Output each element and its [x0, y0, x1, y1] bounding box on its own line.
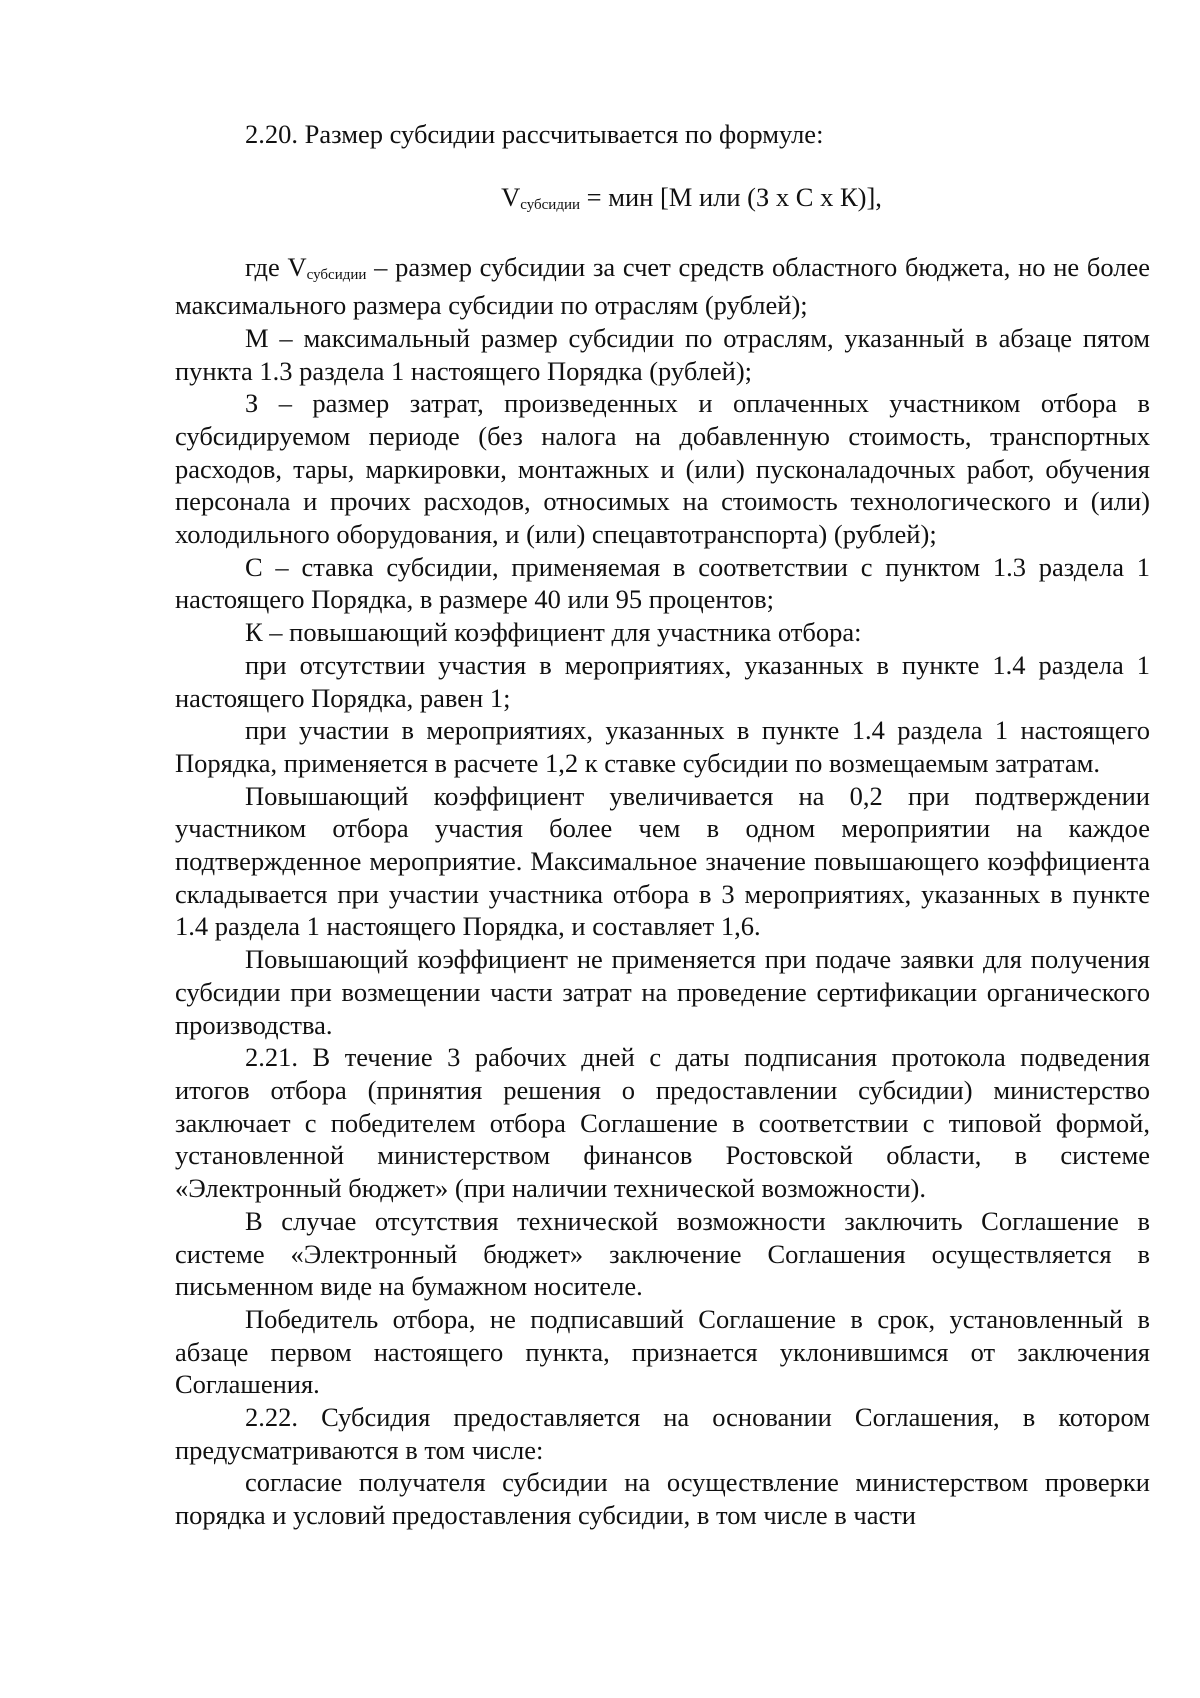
paragraph: К – повышающий коэффициент для участника отбора:	[245, 617, 862, 648]
paragraph: Победитель отбора, не подписавший Соглашение в срок, установленный в абзаце первом настоящего пункта, признается уклонившимся от заключения Соглашения.	[175, 1303, 1150, 1400]
paragraph: согласие получателя субсидии на осуществление министерством проверки порядка и условий предоставления субсидии, в том числе в части	[175, 1467, 1150, 1531]
paragraph: С – ставка субсидии, применяемая в соответствии с пунктом 1.3 раздела 1 настоящего Порядка, в размере 40 или 95 процентов;	[175, 551, 1150, 615]
paragraph: М – максимальный размер субсидии по отраслям, указанный в абзаце пятом пункта 1.3 раздела 1 настоящего Порядка (рублей);	[175, 322, 1150, 386]
definition-v	[175, 251, 1150, 321]
paragraph: Повышающий коэффициент увеличивается на 0,2 при подтверждении участником отбора участия более чем в одном мероприятии на каждое подтвержденное мероприятие. Максимальное значение повышающего коэффициента складывается при участии участника отбора в 3 мероприятиях, указанных в пункте 1.4 раздела 1 настоящего Порядка, и составляет 1,6.	[175, 780, 1150, 942]
paragraph: В случае отсутствия технической возможности заключить Соглашение в системе «Электронный бюджет» заключение Соглашения осуществляется в письменном виде на бумажном носителе.	[175, 1205, 1150, 1302]
paragraph: 2.21. В течение 3 рабочих дней с даты подписания протокола подведения итогов отбора (принятия решения о предоставлении субсидии) министерство заключает с победителем отбора Соглашение в соответствии с типовой формой, установленной министерством финансов Ростовской области, в системе «Электронный бюджет» (при наличии технической возможности).	[175, 1042, 1150, 1204]
intro-paragraph: 2.20. Размер субсидии рассчитывается по формуле:	[245, 119, 824, 149]
paragraph: при отсутствии участия в мероприятиях, указанных в пункте 1.4 раздела 1 настоящего Порядка, равен 1;	[175, 649, 1150, 713]
definition-v-prefix: где V	[245, 252, 307, 283]
paragraph: 2.22. Субсидия предоставляется на основании Соглашения, в котором предусматриваются в том числе:	[175, 1402, 1150, 1465]
paragraph: З – размер затрат, произведенных и оплаченных участником отбора в субсидируемом периоде (без налога на добавленную стоимость, транспортных расходов, тары, маркировки, монтажных и (или) пусконаладочных работ, обучения персонала и прочих расходов, относимых на стоимость технологического и (или) холодильного оборудования, и (или) спецавтотранспорта) (рублей);	[175, 388, 1150, 550]
paragraph: при участии в мероприятиях, указанных в пункте 1.4 раздела 1 настоящего Порядка, применяется в расчете 1,2 к ставке субсидии по возмещаемым затратам.	[175, 715, 1150, 778]
formula-lhs: V	[501, 181, 521, 212]
definition-v-text: – размер субсидии за счет средств областного бюджета, но не более максимального размера субсидии по отраслям (рублей);	[175, 252, 1150, 321]
document-page	[175, 118, 1150, 1532]
formula-rhs: = мин [М или (З х С х К)],	[580, 181, 882, 212]
paragraph: Повышающий коэффициент не применяется при подаче заявки для получения субсидии при возмещении части затрат на проведение сертификации органического производства.	[175, 944, 1150, 1040]
subsidy-formula	[175, 181, 1150, 219]
formula-lhs-subscript: субсидии	[520, 196, 580, 213]
definition-v-subscript: субсидии	[306, 267, 367, 284]
